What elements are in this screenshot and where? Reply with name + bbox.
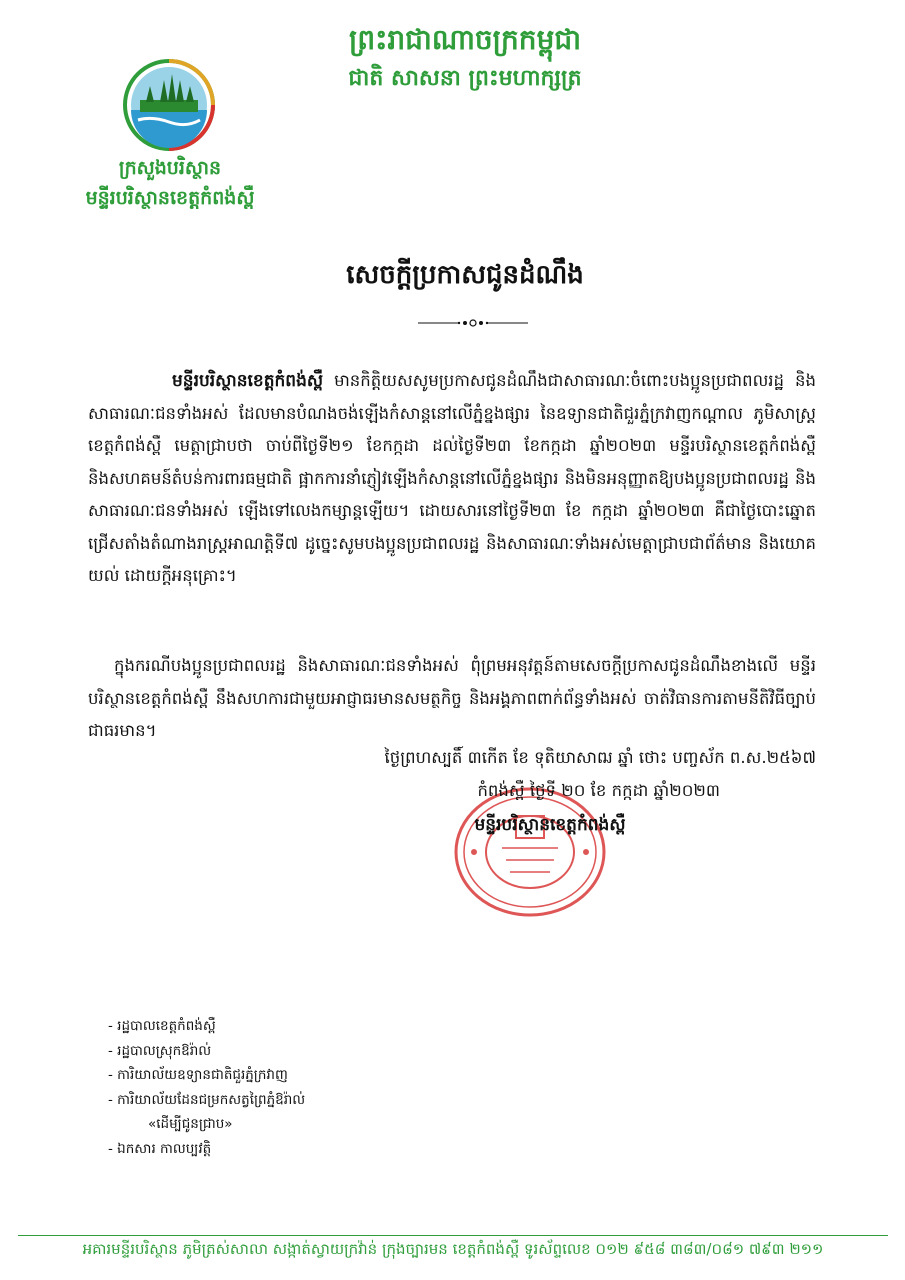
kingdom-heading: ព្រះរាជាណាចក្រកម្ពុជា (348, 23, 581, 56)
title-ornament (418, 318, 528, 328)
recipient-item: - រដ្ឋបាលស្រុកឱរ៉ាល់ (108, 1042, 212, 1059)
announcement-paragraph-2: ក្នុងករណីបងប្អូនប្រជាពលរដ្ឋ និងសាធារណៈជនទាំងអស់ ពុំព្រមអនុវត្តន៍តាមសេចក្តីប្រកាសជូនដំណឹងខាងលើ មន្ទីរបរិស្ថានខេត្តកំពង់ស្ពឺ នឹងសហការជាមួយអាជ្ញាធរមានសមត្ថកិច្ច និងអង្គភាពពាក់ព័ន្ធទាំងអស់ ចាត់វិធានការតាមនីតិវិធីច្បាប់ជាធរមាន។ (88, 656, 816, 740)
recipient-item: - រដ្ឋបាលខេត្តកំពង់ស្ពឺ (108, 1018, 216, 1034)
recipient-item: - ការិយាល័យឧទ្យានជាតិជួរភ្នំក្រវាញ (108, 1067, 288, 1084)
recipient-item: - ការិយាល័យដែនជម្រកសត្វព្រៃភ្នំឱរ៉ាល់ (108, 1091, 306, 1108)
national-motto: ជាតិ សាសនា ព្រះមហាក្សត្រ (348, 66, 582, 91)
department-name: មន្ទីរបរិស្ថានខេត្តកំពង់ស្ពឺ (85, 187, 255, 209)
footer-address: អគារមន្ទីរបរិស្ថាន ភូមិត្រស់សាលា សង្កាត់ស្វាយក្រវ៉ាន់ ក្រុងច្បារមន ខេត្តកំពង់ស្ពឺ ទូរស័ព្ទលេខ ០១២ ៩៥៨ ៣៨៣/០៨១ ៧៩៣ ២១១ (82, 1240, 824, 1258)
footer-divider (18, 1235, 888, 1236)
lunar-date: ថ្ងៃព្រហស្បតិ៍ ៣កើត ខែ ទុតិយាសាឍ ឆ្នាំ ថោះ បញ្ចស័ក ព.ស.២៥៦៧ (384, 748, 816, 767)
document-title: សេចក្តីប្រកាសជូនដំណឹង (346, 260, 584, 290)
ministry-name: ក្រសួងបរិស្ថាន (118, 157, 222, 179)
recipients-list (108, 1014, 508, 1162)
recipient-item: - ឯកសារ កាលប្បវត្តិ (108, 1140, 212, 1157)
announcement-paragraph-1 (88, 365, 816, 593)
ministry-logo (122, 58, 216, 152)
paragraph-text: មានកិត្តិយសសូមប្រកាសជូនដំណឹងជាសាធារណៈចំពោះបងប្អូនប្រជាពលរដ្ឋ និងសាធារណៈជនទាំងអស់ ដែលមានបំណងចង់ឡើងកំសាន្តនៅលើភ្នំខ្នងផ្សារ នៃឧទ្យានជាតិជួរភ្នំក្រវាញកណ្តាល ភូមិសាស្ត្រខេត្តកំពង់ស្ពឺ មេត្តាជ្រាបថា ចាប់ពីថ្ងៃទី២១ ខែកក្កដា ដល់ថ្ងៃទី២៣ ខែកក្កដា ឆ្នាំ២០២៣ មន្ទីរបរិស្ថានខេត្តកំពង់ស្ពឺ និងសហគមន៍តំបន់ការពារធម្មជាតិ ផ្អាកការនាំភ្ញៀវឡើងកំសាន្តនៅលើភ្នំខ្នងផ្សារ និងមិនអនុញ្ញាតឱ្យបងប្អូនប្រជាពលរដ្ឋ និងសាធារណៈជនទាំងអស់ ឡើងទៅលេងកម្សាន្តឡើយ។ ដោយសារនៅថ្ងៃទី២៣ ខែ កក្កដា ឆ្នាំ២០២៣ គឺជាថ្ងៃបោះឆ្នោតជ្រើសតាំងតំណាងរាស្ត្រអាណត្តិទី៧ ដូច្នេះសូមបងប្អូនប្រជាពលរដ្ឋ និងសាធារណៈទាំងអស់មេត្តាជ្រាបជាព័ត៌មាន និងយោគយល់ ដោយក្តីអនុគ្រោះ។ (88, 371, 816, 585)
paragraph-lead: មន្ទីរបរិស្ថានខេត្តកំពង់ស្ពឺ (172, 371, 324, 391)
recipient-note: «ដើម្បីជូនជ្រាប» (148, 1116, 233, 1133)
official-seal (452, 786, 608, 918)
solar-date: កំពង់ស្ពឺ ថ្ងៃទី ២០ ខែ កក្កដា ឆ្នាំ២០២៣ (477, 781, 720, 800)
signatory: មន្ទីរបរិស្ថានខេត្តកំពង់ស្ពឺ (474, 815, 626, 835)
